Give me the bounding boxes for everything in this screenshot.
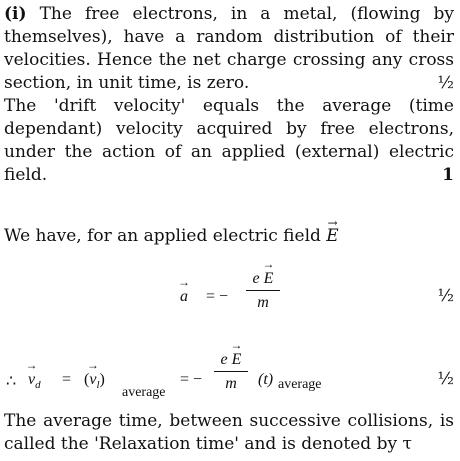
vl-term: (→ $v_l$) — [84, 371, 105, 391]
mark-half-2: ½ — [437, 286, 454, 306]
para1-line1: (i) The free electrons, in a metal, (flowing by — [4, 4, 454, 24]
part-label: (i) — [4, 4, 27, 24]
equation-acceleration — [0, 270, 460, 330]
para4-line1: The average time, between successive collisions, is — [4, 411, 454, 431]
para1-line2: themselves), have a random distribution of their — [4, 27, 454, 47]
para1-line3: velocities. Hence the net charge crossing any cross — [4, 50, 454, 70]
mark-half-1: ½ — [437, 73, 454, 93]
eq1-denominator: m — [257, 294, 269, 312]
para1-line4: section, in unit time, is zero. ½ — [4, 73, 454, 93]
vector-E: → E — [264, 270, 274, 288]
eq1-fraction — [246, 270, 280, 312]
para2-line2: dependant) velocity acquired by free electrons, — [4, 119, 454, 139]
para2-line3: under the action of an applied (external) electric — [4, 142, 454, 162]
vector-E-2: → E — [232, 351, 242, 369]
eq1-numerator: e → E — [246, 270, 280, 288]
paragraph-drift-velocity — [4, 95, 454, 187]
eq2-denominator: m — [225, 375, 237, 393]
vector-a: → a — [180, 288, 188, 306]
vector-E-symbol: → E — [326, 225, 338, 248]
paragraph-free-electrons — [4, 3, 454, 95]
para2-line1: The 'drift velocity' equals the average (time — [4, 96, 454, 116]
para3-line: We have, for an applied electric field → E — [4, 225, 454, 248]
paragraph-applied-field — [4, 225, 454, 248]
mark-one: 1 — [442, 165, 454, 185]
eq2-equals-1: = — [62, 371, 72, 388]
average-subscript-1: average — [122, 385, 166, 400]
eq1-fraction-bar — [246, 290, 280, 291]
eq2-numerator: e → E — [214, 351, 248, 369]
eq2-fraction-bar — [214, 371, 248, 372]
time-term: (t) — [258, 371, 274, 388]
vector-v: → v — [28, 371, 35, 389]
mark-half-3: ½ — [437, 369, 454, 389]
para2-line4: field. 1 — [4, 165, 454, 185]
average-subscript-2: average — [278, 377, 322, 392]
para4-line2: called the 'Relaxation time' and is denoted by τ — [4, 434, 412, 454]
therefore-symbol: ∴ — [6, 373, 17, 390]
eq2-sign: = − — [180, 371, 203, 388]
paragraph-relaxation-time — [4, 410, 454, 456]
eq1-sign: = − — [206, 288, 229, 305]
eq2-fraction — [214, 351, 248, 393]
equation-drift-velocity — [0, 345, 460, 405]
vector-v-l: → v — [89, 371, 96, 389]
vd-term: → $v_d$ — [28, 371, 41, 391]
